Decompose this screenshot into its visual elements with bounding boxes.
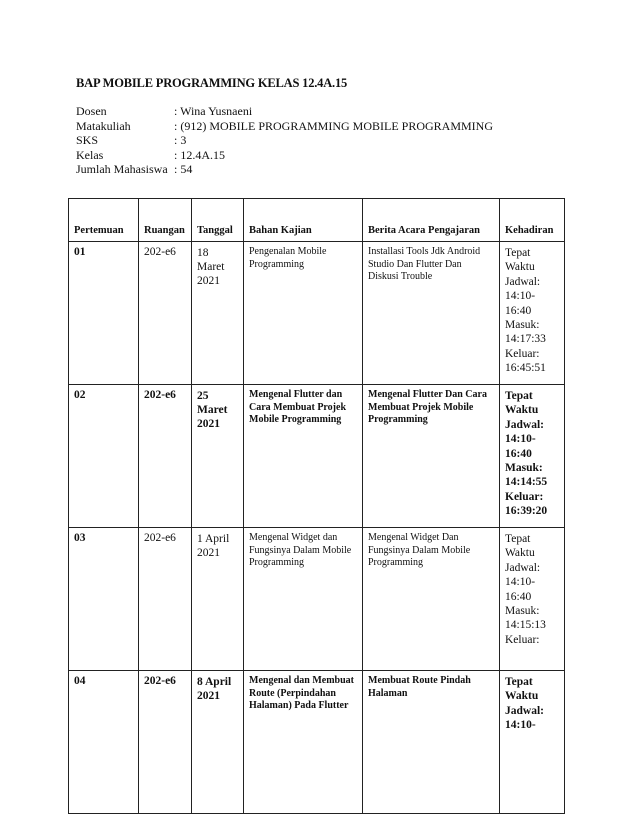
info-value: : 54	[174, 162, 193, 177]
cell-ruangan: 202-e6	[139, 671, 192, 814]
cell-bahan-kajian: Pengenalan Mobile Programming	[244, 242, 363, 385]
cell-bahan-kajian: Mengenal Flutter dan Cara Membuat Projek Mobile Programming	[244, 385, 363, 528]
attendance-table	[68, 198, 565, 814]
column-header-tanggal: Tanggal	[192, 199, 244, 242]
cell-pertemuan: 03	[69, 528, 139, 671]
table-row	[69, 242, 565, 385]
info-label: Jumlah Mahasiswa	[76, 162, 168, 177]
course-info	[76, 104, 493, 177]
cell-kehadiran: Tepat Waktu Jadwal: 14:10-	[500, 671, 565, 814]
info-row-dosen	[76, 104, 493, 119]
cell-berita-acara: Mengenal Widget Dan Fungsinya Dalam Mobile Programming	[363, 528, 500, 671]
table-row	[69, 385, 565, 528]
cell-tanggal: 25 Maret 2021	[192, 385, 244, 528]
cell-pertemuan: 02	[69, 385, 139, 528]
cell-kehadiran: Tepat Waktu Jadwal: 14:10-16:40 Masuk: 14:15:13 Keluar:	[500, 528, 565, 671]
cell-bahan-kajian: Mengenal dan Membuat Route (Perpindahan Halaman) Pada Flutter	[244, 671, 363, 814]
info-label: Kelas	[76, 147, 104, 162]
info-label: Dosen	[76, 104, 107, 118]
page-title: BAP MOBILE PROGRAMMING KELAS 12.4A.15	[76, 76, 348, 90]
info-row-kelas	[76, 148, 493, 163]
cell-pertemuan: 04	[69, 671, 139, 814]
info-value: : Wina Yusnaeni	[174, 104, 253, 118]
cell-tanggal: 18 Maret 2021	[192, 242, 244, 385]
cell-berita-acara: Mengenal Flutter Dan Cara Membuat Projek Mobile Programming	[363, 385, 500, 528]
cell-ruangan: 202-e6	[139, 242, 192, 385]
cell-ruangan: 202-e6	[139, 528, 192, 671]
cell-kehadiran: Tepat Waktu Jadwal: 14:10-16:40 Masuk: 14:14:55 Keluar: 16:39:20	[500, 385, 565, 528]
column-header-kehadiran: Kehadiran	[500, 199, 565, 242]
cell-ruangan: 202-e6	[139, 385, 192, 528]
info-row-matakuliah	[76, 119, 493, 134]
column-header-pertemuan: Pertemuan	[69, 199, 139, 242]
column-header-ruangan: Ruangan	[139, 199, 192, 242]
cell-berita-acara: Installasi Tools Jdk Android Studio Dan Flutter Dan Diskusi Trouble	[363, 242, 500, 385]
cell-kehadiran: Tepat Waktu Jadwal: 14:10-16:40 Masuk: 14:17:33 Keluar: 16:45:51	[500, 242, 565, 385]
info-row-jumlah-mahasiswa	[76, 162, 493, 177]
cell-berita-acara: Membuat Route Pindah Halaman	[363, 671, 500, 814]
table-row	[69, 671, 565, 814]
info-label: Matakuliah	[76, 118, 131, 133]
cell-pertemuan: 01	[69, 242, 139, 385]
column-header-berita-acara: Berita Acara Pengajaran	[363, 199, 500, 242]
info-row-sks	[76, 133, 493, 148]
column-header-bahan-kajian: Bahan Kajian	[244, 199, 363, 242]
table-header-row	[69, 199, 565, 242]
table-row	[69, 528, 565, 671]
info-value: : 12.4A.15	[174, 147, 225, 162]
info-value: : 3	[174, 133, 187, 148]
info-label: SKS	[76, 133, 99, 148]
cell-tanggal: 8 April 2021	[192, 671, 244, 814]
info-value: : (912) MOBILE PROGRAMMING MOBILE PROGRAMMING	[174, 118, 494, 133]
cell-tanggal: 1 April 2021	[192, 528, 244, 671]
cell-bahan-kajian: Mengenal Widget dan Fungsinya Dalam Mobile Programming	[244, 528, 363, 671]
